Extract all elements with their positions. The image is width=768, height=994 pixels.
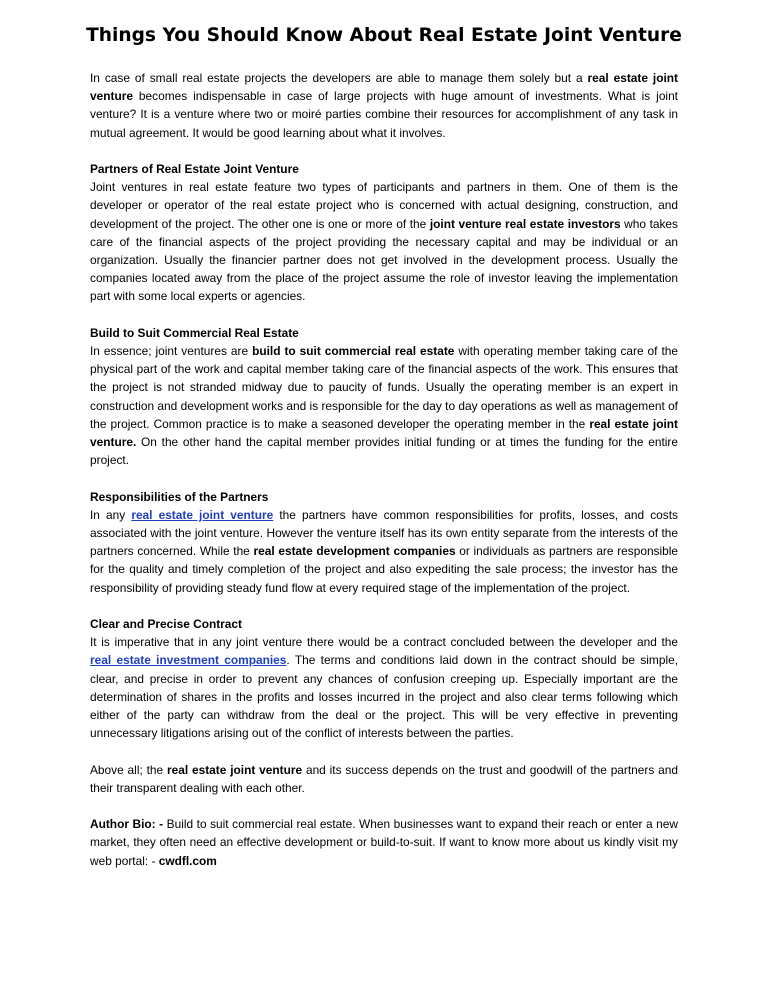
build-text-2: with operating member taking care of the physical part of the work and capital member taking care of the financial aspects of the work. This ensures that the project is not stranded midway due to paucity of funds. Usually the operating member is an expert in construction and development works and is responsible for the day to day operations as well as management of the project. Common practice is to make a seasoned developer the operating member in the	[90, 344, 678, 431]
responsibilities-heading: Responsibilities of the Partners	[90, 489, 269, 504]
responsibilities-bold-companies: real estate development companies	[253, 544, 456, 559]
build-bold-joint-venture: real estate joint venture.	[90, 416, 678, 450]
partners-section	[90, 160, 678, 306]
contract-heading: Clear and Precise Contract	[90, 617, 242, 632]
partners-heading: Partners of Real Estate Joint Venture	[90, 162, 299, 176]
above-bold-joint-venture: real estate joint venture	[166, 762, 303, 777]
contract-section	[90, 615, 678, 742]
document-title: Things You Should Know About Real Estate Joint Venture	[86, 25, 682, 46]
intro-text-2: becomes indispensable in case of large projects with huge amount of investments. What is joint venture? It is a venture where two or moiré parties combine their resources for accomplishment of any task in mutual agreement. It would be good learning about what it involves.	[90, 89, 678, 140]
author-bio-label: Author Bio: -	[90, 817, 164, 832]
build-text-3: On the other hand the capital member provides initial funding or at times the funding for the entire project.	[90, 435, 678, 468]
author-portal: cwdfl.com	[158, 853, 217, 868]
contract-text-1: It is imperative that in any joint venture there would be a contract concluded between the developer and the	[90, 635, 678, 650]
document-body	[90, 69, 678, 888]
above-text-1: Above all; the	[90, 762, 167, 777]
above-all-paragraph	[90, 761, 678, 797]
partners-text-1: Joint ventures in real estate feature two types of participants and partners in them. One of them is the developer or operator of the real estate project who is concerned with actual designing, construction, and development of the project. The other one is one or more of the	[90, 180, 678, 231]
contract-text-2: . The terms and conditions laid down in the contract should be simple, clear, and precise in order to prevent any chances of confusion creeping up. Especially important are the determination of shares in the profits and losses incurred in the project and also clear terms following which either of the party can withdraw from the deal or the project. This will be very effective in preventing unnecessary litigations arising out of the conflict of interests between the parties.	[90, 653, 678, 741]
partners-text-2: who takes care of the financial aspects of the project providing the necessary capital and may be individual or an organization. Usually the financier partner does not get involved in the development process. Usually the companies located away from the place of the project assume the role of investor leaving the implementation part with some local experts or agencies.	[90, 216, 678, 304]
intro-paragraph	[90, 69, 678, 142]
partners-bold-investors: joint venture real estate investors	[429, 216, 621, 231]
responsibilities-text-3: or individuals as partners are responsible for the quality and timely completion of the project and also expediting the sale process; the investor has the responsibility of providing steady fund flow at every required stage of the implementation of the project.	[90, 544, 679, 595]
author-bio-text: Build to suit commercial real estate. When businesses want to expand their reach or enter a new market, they often need an effective development or build-to-suit. If want to know more about us kindly visit my web portal: -	[90, 817, 678, 868]
build-text-1: In essence; joint ventures are	[90, 344, 253, 359]
build-bold-commercial: build to suit commercial real estate	[252, 344, 455, 359]
responsibilities-text-1: In any	[90, 507, 132, 522]
responsibilities-section	[90, 488, 678, 597]
intro-bold-real-estate-joint-venture: real estate joint venture	[90, 71, 678, 104]
real-estate-investment-companies-link[interactable]: real estate investment companies	[90, 653, 287, 668]
responsibilities-text-2: the partners have common responsibilities for profits, losses, and costs associated with the joint venture. However the venture itself has its own entity separate from the interests of the partners concerned. While the	[90, 507, 678, 559]
intro-text-1: In case of small real estate projects the developers are able to manage them solely but a	[90, 71, 588, 85]
above-text-2: and its success depends on the trust and goodwill of the partners and their transparent dealing with each other.	[90, 762, 678, 795]
build-section	[90, 324, 678, 470]
build-heading: Build to Suit Commercial Real Estate	[90, 325, 299, 340]
author-bio-paragraph	[90, 815, 678, 870]
real-estate-joint-venture-link[interactable]: real estate joint venture	[131, 507, 274, 522]
